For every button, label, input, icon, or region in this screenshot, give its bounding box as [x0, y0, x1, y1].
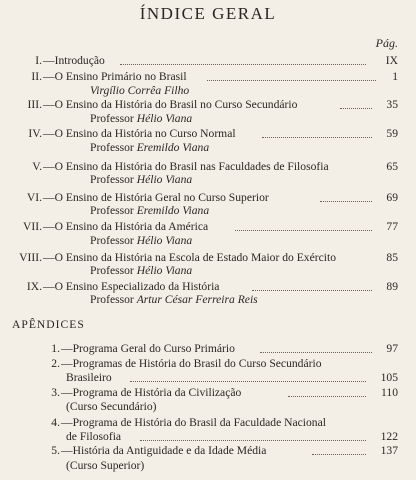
chapter-number: III. [27, 98, 42, 111]
appendix-number: 3. [51, 386, 60, 399]
chapter-author [90, 111, 192, 127]
appendix-title: —Programa de História do Brasil da Faculdade Nacional [61, 416, 326, 429]
chapter-author [90, 233, 192, 249]
author-name: Hélio Viana [136, 234, 193, 247]
author-name: Eremildo Viana [136, 204, 210, 217]
chapter-page: 35 [386, 98, 398, 111]
dot-leader [262, 137, 372, 138]
chapter-number: VI. [26, 191, 42, 204]
appendix-title: —Programas de História do Brasil do Curso Secundário [61, 357, 322, 370]
author-name: Hélio Viana [136, 173, 193, 186]
author-name: Virgílio Corrêa Filho [90, 84, 190, 97]
chapter-number: VIII. [19, 251, 42, 264]
appendix-title: —Programa de História da Civilização [61, 386, 242, 399]
dot-leader [340, 108, 372, 109]
chapter-author [90, 292, 258, 308]
author-prefix: Professor [90, 264, 134, 277]
author-prefix: Professor [90, 293, 134, 306]
chapter-number: II. [31, 70, 42, 83]
chapter-title: —O Ensino da História do Brasil no Curso Secundário [43, 98, 298, 111]
page-column-header: Pág. [375, 36, 398, 50]
chapter-page: IX [385, 54, 398, 67]
dot-leader [252, 290, 372, 291]
dot-leader [130, 381, 366, 382]
dot-leader [320, 201, 372, 202]
author-name: Eremildo Viana [136, 141, 210, 154]
toc-entry [0, 69, 416, 85]
chapter-title: —O Ensino da História do Brasil nas Faculdades de Filosofia [43, 160, 329, 173]
toc-entry [0, 97, 416, 113]
author-prefix: Professor [90, 234, 134, 247]
chapter-author [90, 140, 209, 156]
appendix-entry [0, 443, 416, 459]
appendix-page: 137 [380, 444, 398, 457]
author-prefix: Professor [90, 204, 134, 217]
appendix-title-continuation: (Curso Superior) [66, 459, 145, 472]
dot-leader [140, 440, 366, 441]
appendix-title-continuation: de Filosofia [66, 430, 122, 443]
appendix-entry-continuation [0, 370, 416, 386]
appendix-number: 1. [51, 342, 60, 355]
appendix-title-continuation: (Curso Secundário) [66, 400, 157, 413]
appendix-page: 110 [381, 386, 398, 399]
chapter-author [90, 172, 192, 188]
author-prefix: Professor [90, 112, 134, 125]
author-name: Hélio Viana [136, 264, 193, 277]
chapter-page: 85 [386, 251, 398, 264]
dot-leader [312, 454, 366, 455]
appendix-number: 4. [51, 416, 60, 429]
dot-leader [120, 64, 366, 65]
chapter-title: —O Ensino Especializado da História [43, 280, 220, 293]
appendix-page: 105 [380, 371, 398, 384]
dot-leader [260, 352, 372, 353]
chapter-page: 77 [386, 220, 398, 233]
author-name: Artur César Ferreira Reis [136, 293, 258, 306]
dot-leader [207, 80, 376, 81]
chapter-page: 89 [386, 280, 398, 293]
appendix-entry [0, 341, 416, 357]
appendix-entry-continuation [0, 458, 416, 474]
chapter-title: —Introdução [43, 54, 105, 67]
chapter-number: V. [32, 160, 42, 173]
chapter-page: 69 [386, 191, 398, 204]
chapter-title: —O Ensino de História Geral no Curso Superior [43, 191, 269, 204]
chapter-author [90, 203, 209, 219]
chapter-page: 59 [386, 127, 398, 140]
toc-entry [0, 219, 416, 235]
appendix-number: 2. [51, 357, 60, 370]
appendices-heading: APÊNDICES [12, 318, 85, 331]
dot-leader [288, 396, 366, 397]
chapter-title: —O Ensino Primário no Brasil [43, 70, 187, 83]
appendix-title-continuation: Brasileiro [66, 371, 112, 384]
toc-entry [0, 53, 416, 69]
chapter-page: 65 [386, 160, 398, 173]
appendix-page: 97 [386, 342, 398, 355]
appendix-title: —História da Antiguidade e da Idade Média [61, 444, 267, 457]
chapter-author [90, 263, 192, 279]
author-prefix: Professor [90, 141, 134, 154]
dot-leader [235, 230, 372, 231]
toc-entry [0, 250, 416, 266]
chapter-title: —O Ensino da História na Escola de Estado Maior do Exército [43, 251, 336, 264]
chapter-title: —O Ensino da História no Curso Normal [43, 127, 236, 140]
chapter-number: IV. [28, 127, 42, 140]
appendix-title: —Programa Geral do Curso Primário [61, 342, 235, 355]
appendix-entry-continuation [0, 399, 416, 415]
toc-entry [0, 159, 416, 175]
appendix-page: 122 [380, 430, 398, 443]
author-prefix: Professor [90, 173, 134, 186]
chapter-page: 1 [392, 70, 398, 83]
appendix-number: 5. [51, 444, 60, 457]
chapter-title: —O Ensino da História da América [43, 220, 209, 233]
index-title: ÍNDICE GERAL [139, 4, 277, 23]
chapter-number: IX. [26, 280, 42, 293]
chapter-number: VII. [23, 220, 42, 233]
chapter-number: I. [35, 54, 42, 67]
author-name: Hélio Viana [136, 112, 193, 125]
